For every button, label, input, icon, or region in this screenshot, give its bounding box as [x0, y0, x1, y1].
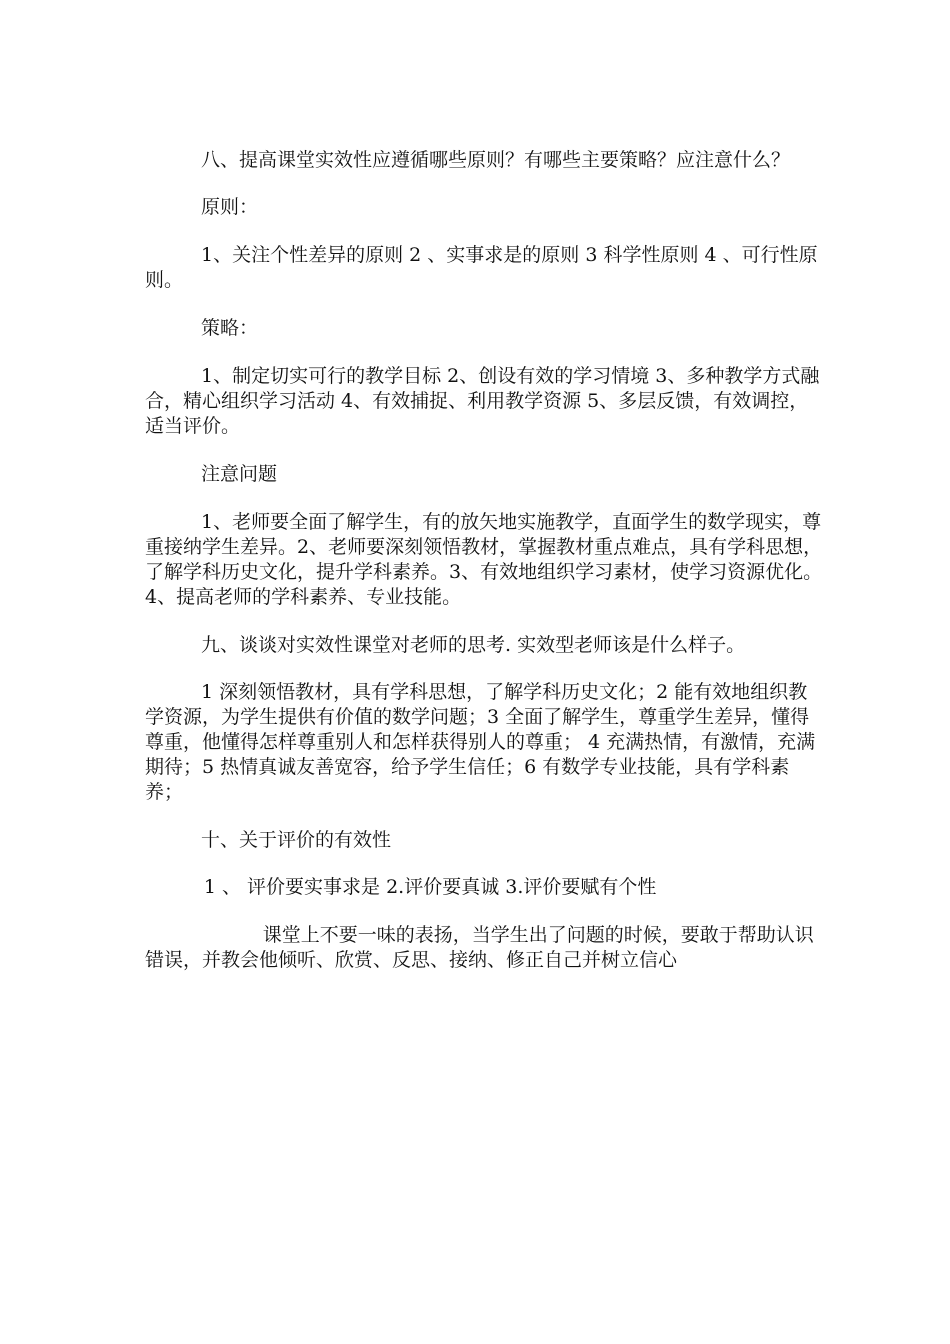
principles-paragraph: 1、关注个性差异的原则 2 、实事求是的原则 3 科学性原则 4 、可行性原则。 [145, 244, 818, 291]
section-nine-heading: 九、谈谈对实效性课堂对老师的思考. 实效型老师该是什么样子。 [201, 634, 746, 656]
section-ten-paragraph: 课堂上不要一味的表扬，当学生出了问题的时候，要敢于帮助认识错误，并教会他倾听、欣赏、反思、接纳、修正自己并树立信心 [145, 924, 814, 971]
section-ten-items: 1 、 评价要实事求是 2.评价要真诚 3.评价要赋有个性 [203, 876, 657, 898]
notes-paragraph: 1、老师要全面了解学生，有的放矢地实施教学，直面学生的数学现实，尊重接纳学生差异。2、老师要深刻领悟教材，掌握教材重点难点，具有学科思想，了解学科历史文化，提升学科素养。3、有效地组织学习素材，使学习资源优化。4、提高老师的学科素养、专业技能。 [145, 511, 823, 608]
section-nine-paragraph: 1 深刻领悟教材，具有学科思想，了解学科历史文化；2 能有效地组织教学资源，为学生提供有价值的数学问题；3 全面了解学生，尊重学生差异，懂得尊重，他懂得怎样尊重别人和怎样获得别人的尊重； 4 充满热情，有激情，充满期待；5 热情真诚友善宽容，给予学生信任；6 有数学专业技能，具有学科素养； [145, 681, 816, 803]
section-eight-heading: 八、提高课堂实效性应遵循哪些原则？有哪些主要策略？应注意什么？ [201, 149, 791, 171]
section-ten-heading: 十、关于评价的有效性 [201, 829, 392, 851]
strategies-label: 策略： [201, 317, 259, 339]
strategies-paragraph: 1、制定切实可行的教学目标 2、创设有效的学习情境 3、多种教学方式融合，精心组织学习活动 4、有效捕捉、利用教学资源 5、多层反馈，有效调控，适当评价。 [145, 365, 820, 437]
document-body [145, 148, 825, 996]
principles-label: 原则： [201, 196, 259, 218]
notes-label: 注意问题 [201, 463, 278, 485]
